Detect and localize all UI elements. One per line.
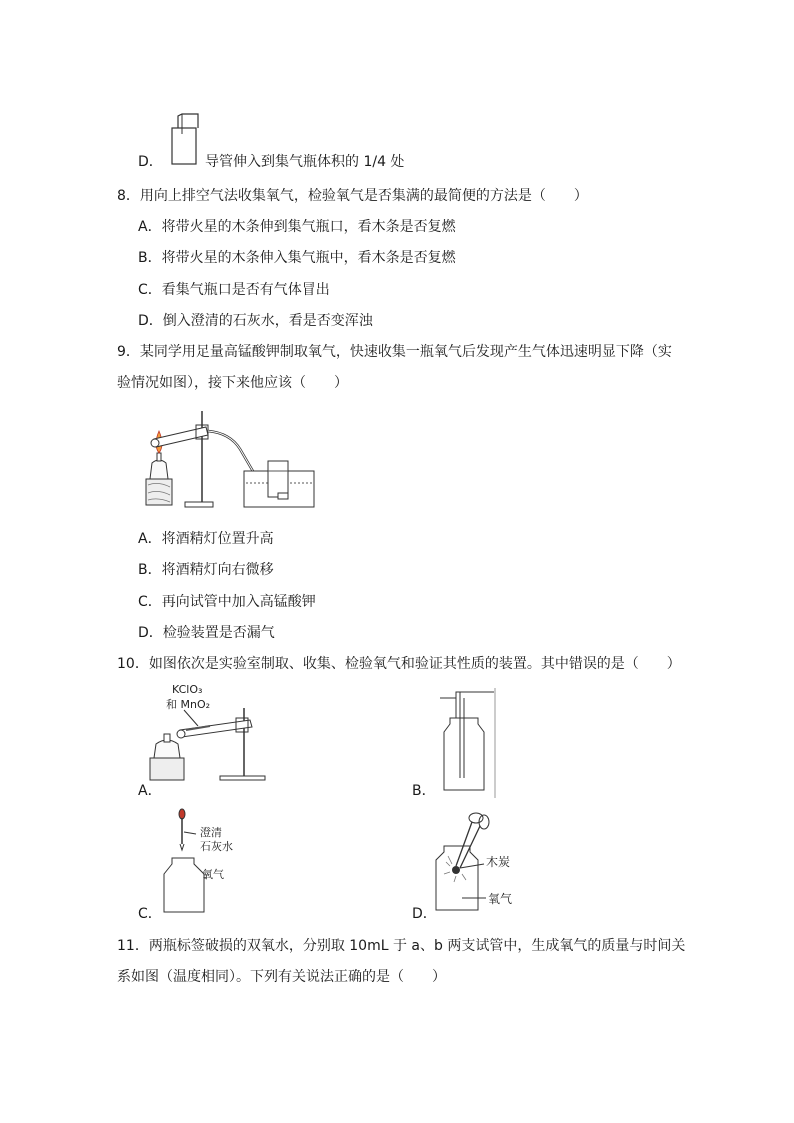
q10-figC-label1: 澄清 xyxy=(200,826,222,839)
q7-optD-bottle-figure xyxy=(168,108,204,170)
q10-figC-label2: 石灰水 xyxy=(200,840,233,853)
q8-option-d: D．倒入澄清的石灰水，看是否变浑浊 xyxy=(138,313,373,329)
q10-label-b: B． xyxy=(412,783,436,799)
q10-figC-label3: 氧气 xyxy=(202,868,224,881)
q10-figure-a xyxy=(140,680,290,786)
q8-option-c: C．看集气瓶口是否有气体冒出 xyxy=(138,282,330,298)
q9-option-a: A．将酒精灯位置升高 xyxy=(138,531,274,547)
q9-option-c: C．再向试管中加入高锰酸钾 xyxy=(138,594,316,610)
q9-option-b: B．将酒精灯向右微移 xyxy=(138,562,274,578)
q10-figure-b xyxy=(438,688,500,802)
q10-figA-label2: 和 MnO₂ xyxy=(166,698,211,711)
q9-apparatus-figure xyxy=(140,405,320,519)
q9-stem-line2: 验情况如图），接下来他应该（ ） xyxy=(117,375,348,391)
q10-figure-c xyxy=(160,808,290,922)
q8-stem: 8．用向上排空气法收集氧气，检验氧气是否集满的最简便的方法是（ ） xyxy=(117,188,588,204)
q10-label-d: D． xyxy=(412,906,437,922)
q10-figure-d xyxy=(432,808,542,918)
q10-label-a: A． xyxy=(138,783,162,799)
q10-figD-label1: 木炭 xyxy=(486,855,511,869)
q8-option-a: A．将带火星的木条伸到集气瓶口，看木条是否复燃 xyxy=(138,219,456,235)
q9-stem-line1: 9．某同学用足量高锰酸钾制取氧气，快速收集一瓶氧气后发现产生气体迅速明显下降（实 xyxy=(117,344,672,360)
q11-stem-line1: 11．两瓶标签破损的双氧水，分别取 10mL 于 a、b 两支试管中，生成氧气的质量与时间关 xyxy=(117,938,686,954)
q10-label-c: C． xyxy=(138,906,162,922)
q8-option-b: B．将带火星的木条伸入集气瓶中，看木条是否复燃 xyxy=(138,250,456,266)
q10-figA-label1: KClO₃ xyxy=(172,683,203,696)
q9-option-d: D．检验装置是否漏气 xyxy=(138,625,275,641)
q10-figD-label2: 氧气 xyxy=(488,892,513,906)
q7-optD-text: 导管伸入到集气瓶体积的 1/4 处 xyxy=(205,154,405,170)
q7-optD-letter: D． xyxy=(138,154,163,170)
q10-stem: 10．如图依次是实验室制取、收集、检验氧气和验证其性质的装置。其中错误的是（ ） xyxy=(117,656,681,672)
q11-stem-line2: 系如图（温度相同）。下列有关说法正确的是（ ） xyxy=(117,969,446,985)
